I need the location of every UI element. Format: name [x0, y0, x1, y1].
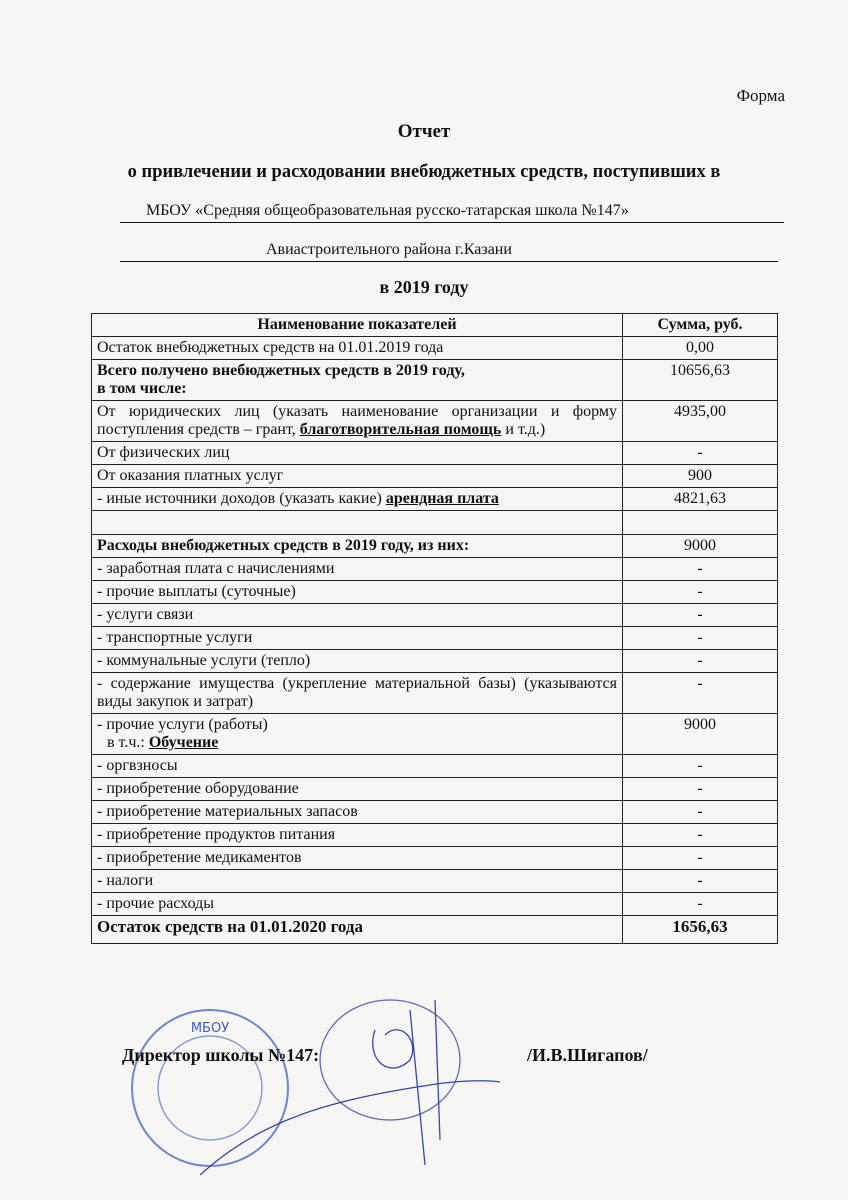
row-value: - [623, 801, 778, 824]
row-value: - [623, 893, 778, 916]
table-row [92, 801, 778, 824]
table-row [92, 627, 778, 650]
row-value: - [623, 847, 778, 870]
table-row [92, 558, 778, 581]
row-value: - [623, 442, 778, 465]
table-row-empty [92, 511, 778, 535]
row-value: - [623, 824, 778, 847]
row-label: - приобретение продуктов питания [92, 824, 623, 847]
director-name: /И.В.Шигапов/ [527, 1045, 648, 1065]
row-value: 900 [623, 465, 778, 488]
row-label-text: От юридических лиц (указать наименование организации и форму поступления средств – грант, [97, 403, 617, 438]
stamp-lettering: МБОУ [190, 1021, 230, 1036]
table-row [92, 778, 778, 801]
column-header: Сумма, руб. [623, 314, 778, 337]
row-label-text: и т.д.) [501, 421, 546, 438]
signature [200, 990, 520, 1180]
row-label: - содержание имущества (укрепление материальной базы) (указываются виды закупок и затрат) [92, 673, 623, 714]
row-label: - заработная плата с начислениями [92, 558, 623, 581]
table-row [92, 893, 778, 916]
document-title: Отчет [397, 121, 451, 142]
table-row [92, 337, 778, 360]
table-row [92, 673, 778, 714]
row-label: От оказания платных услуг [92, 465, 623, 488]
row-label-emphasis: Обучение [148, 734, 219, 751]
table-row [92, 535, 778, 558]
row-value: - [623, 650, 778, 673]
table-row [92, 401, 778, 442]
table-row [92, 465, 778, 488]
table-row [92, 604, 778, 627]
form-label: Форма [736, 86, 785, 105]
row-label: - налоги [92, 870, 623, 893]
row-value: 4821,63 [623, 488, 778, 511]
table-row-total [92, 916, 778, 944]
row-label-line: в том числе: [97, 380, 187, 397]
row-value: 9000 [623, 535, 778, 558]
organization-line: МБОУ «Средняя общеобразовательная русско-татарская школа №147» [120, 202, 784, 223]
table-row [92, 870, 778, 893]
district-line: Авиастроительного района г.Казани [120, 241, 778, 262]
row-label [92, 511, 623, 535]
row-label [92, 488, 623, 511]
table-header-row [92, 314, 778, 337]
row-label: - услуги связи [92, 604, 623, 627]
row-label: - оргвзносы [92, 755, 623, 778]
document-subtitle: о привлечении и расходовании внебюджетных средств, поступивших в [127, 162, 721, 182]
row-label: Остаток средств на 01.01.2020 года [92, 916, 623, 944]
column-header: Наименование показателей [92, 314, 623, 337]
row-label: - прочие выплаты (суточные) [92, 581, 623, 604]
report-table [91, 313, 778, 944]
director-label: Директор школы №147: [122, 1045, 320, 1065]
row-label-line: Всего получено внебюджетных средств в 2019 году, [97, 362, 465, 379]
table-row [92, 847, 778, 870]
row-label: Расходы внебюджетных средств в 2019 году, из них: [92, 535, 623, 558]
row-value [623, 511, 778, 535]
row-value: 10656,63 [623, 360, 778, 401]
row-value: - [623, 558, 778, 581]
table-row [92, 488, 778, 511]
row-value: - [623, 627, 778, 650]
row-value: 9000 [623, 714, 778, 755]
row-label: - приобретение оборудование [92, 778, 623, 801]
row-label: - приобретение материальных запасов [92, 801, 623, 824]
row-value: 4935,00 [623, 401, 778, 442]
row-value: - [623, 604, 778, 627]
table-row [92, 650, 778, 673]
row-label: От физических лиц [92, 442, 623, 465]
row-label: - транспортные услуги [92, 627, 623, 650]
row-label: - коммунальные услуги (тепло) [92, 650, 623, 673]
table-row [92, 714, 778, 755]
row-value: - [623, 755, 778, 778]
row-label: - прочие расходы [92, 893, 623, 916]
row-label [92, 360, 623, 401]
row-label-line [97, 734, 617, 752]
table-row [92, 442, 778, 465]
row-label-text: в т.ч.: [107, 734, 149, 751]
row-value: 1656,63 [623, 916, 778, 944]
row-value: - [623, 673, 778, 714]
row-value: - [623, 581, 778, 604]
row-value: - [623, 778, 778, 801]
table-row [92, 755, 778, 778]
table-row [92, 360, 778, 401]
row-label-text: - иные источники доходов (указать какие) [97, 490, 386, 507]
table-row [92, 581, 778, 604]
row-label [92, 401, 623, 442]
row-value: 0,00 [623, 337, 778, 360]
row-value: - [623, 870, 778, 893]
row-label-line: - прочие услуги (работы) [97, 716, 268, 733]
year-line: в 2019 году [379, 277, 469, 297]
table-row [92, 824, 778, 847]
row-label [92, 714, 623, 755]
row-label-emphasis: благотворительная помощь [299, 421, 502, 438]
row-label: - приобретение медикаментов [92, 847, 623, 870]
row-label-emphasis: арендная плата [385, 490, 499, 507]
row-label: Остаток внебюджетных средств на 01.01.2019 года [92, 337, 623, 360]
